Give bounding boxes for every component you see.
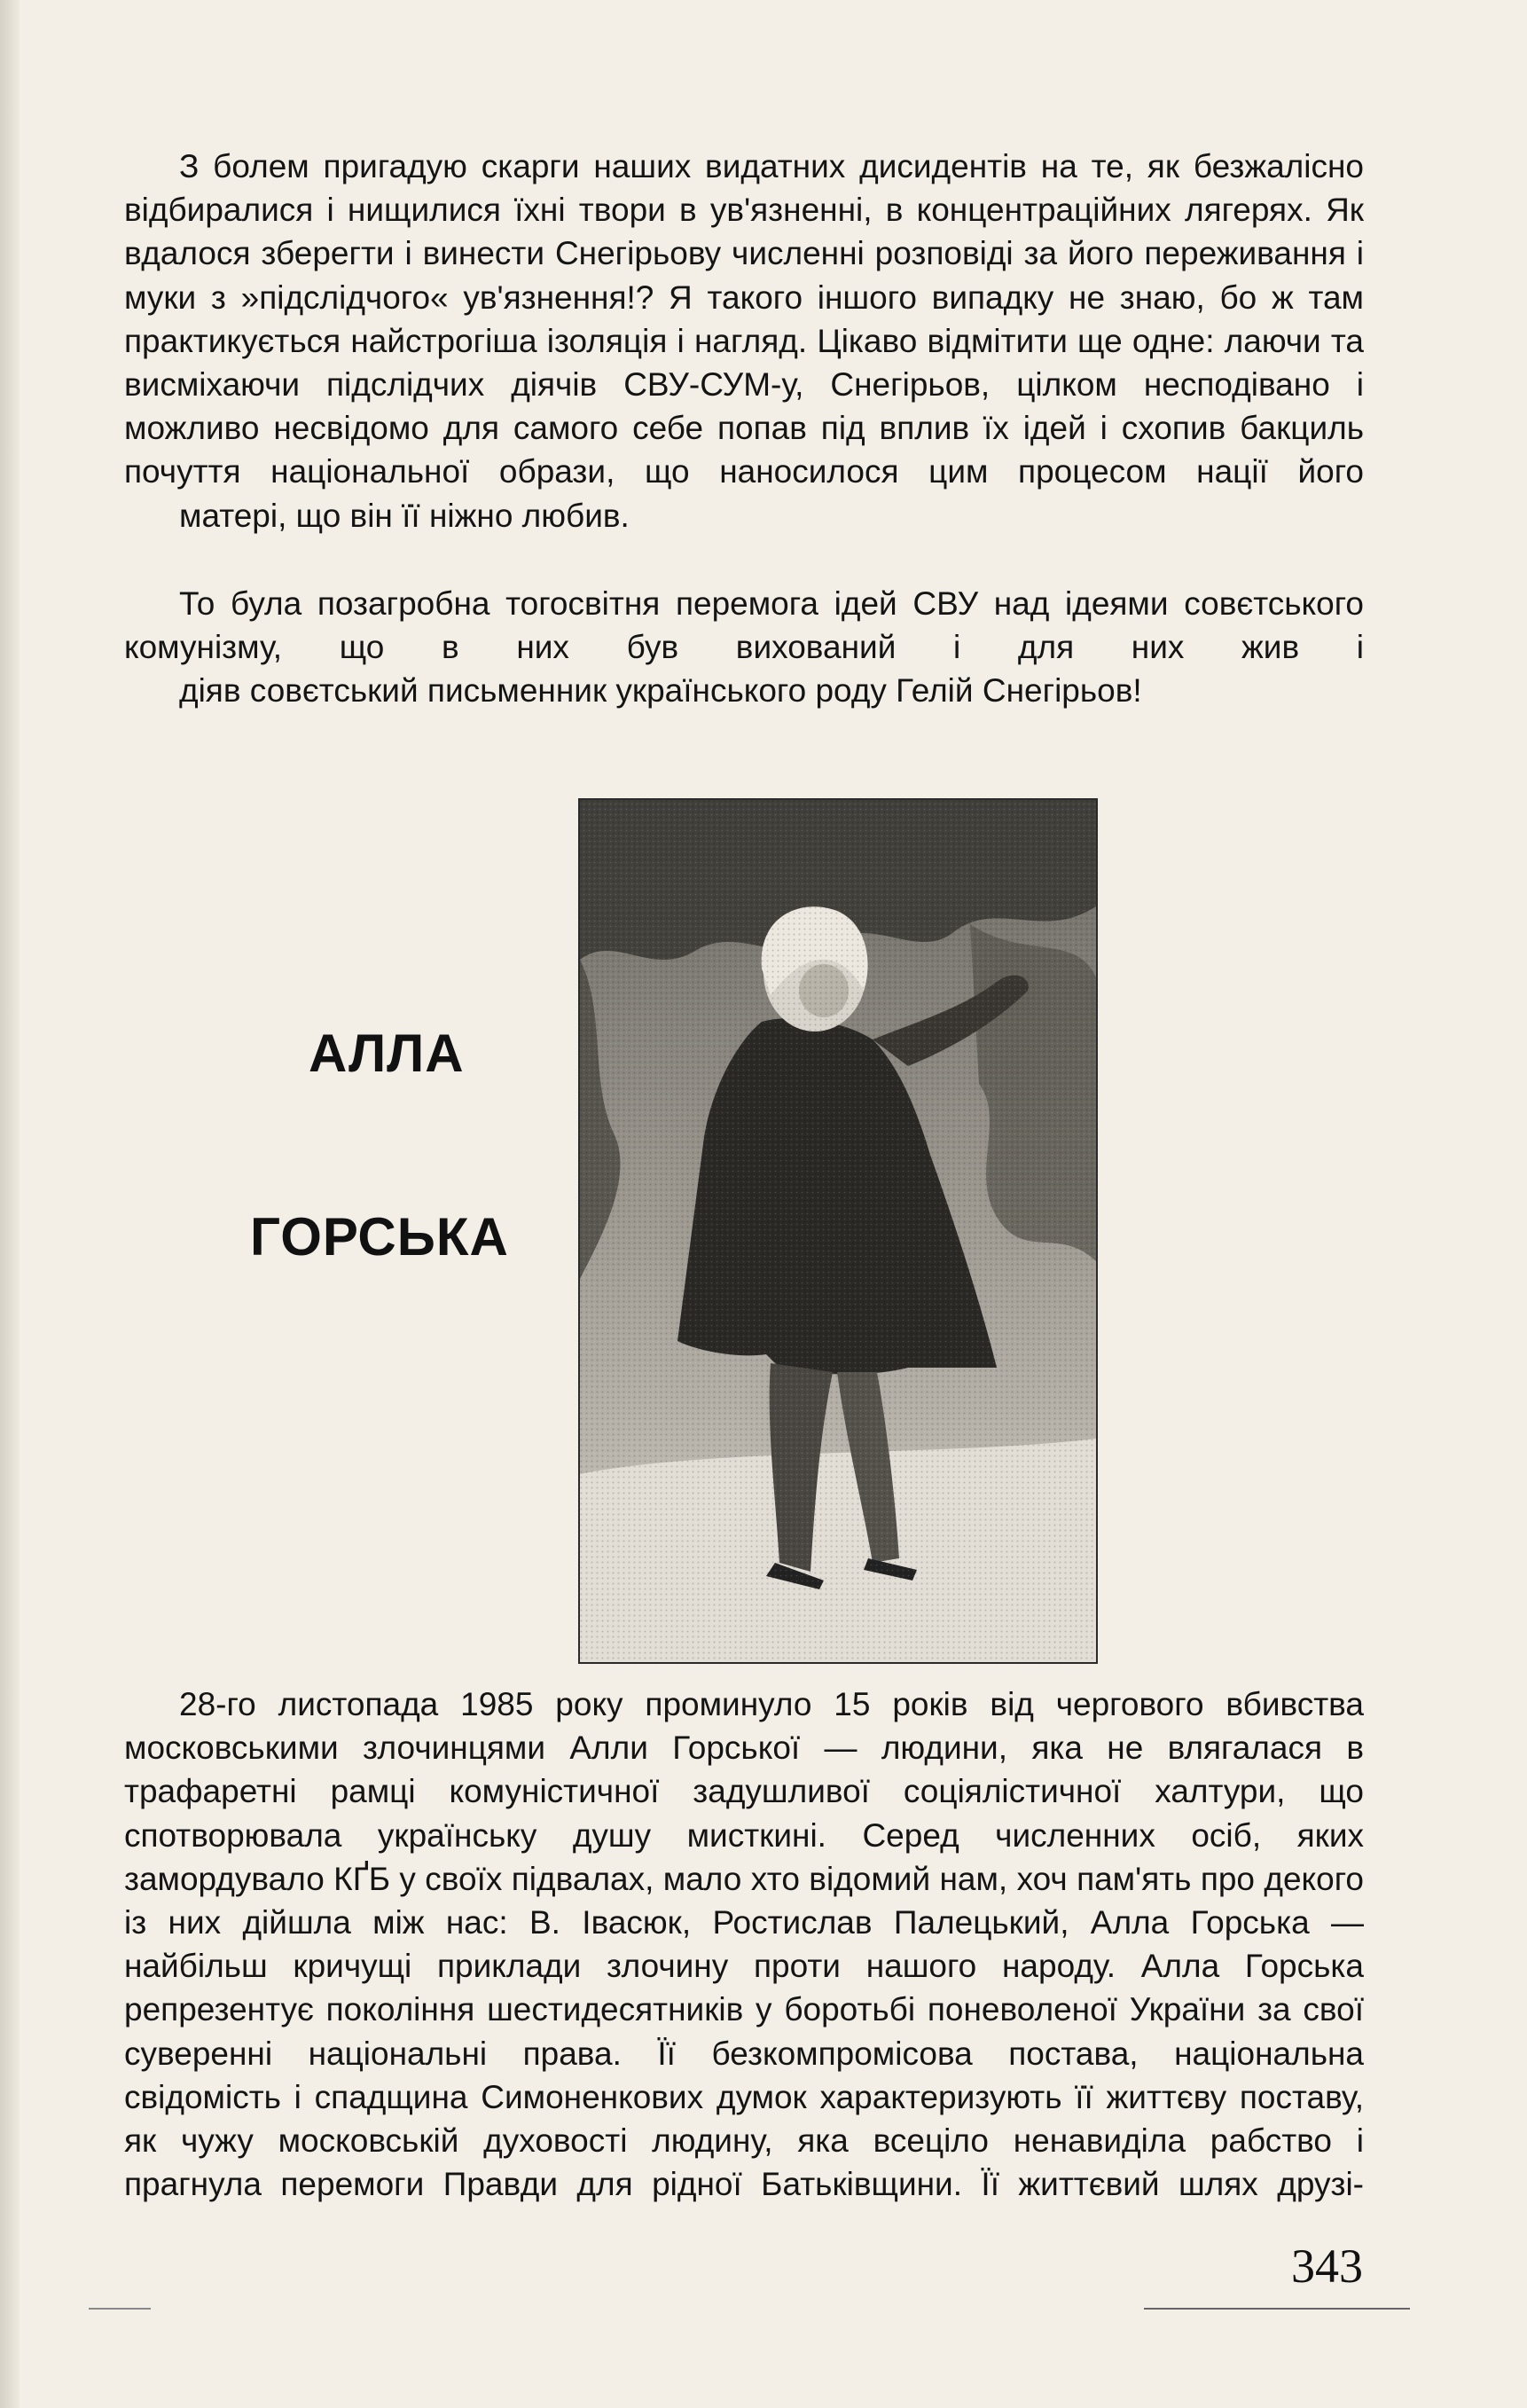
paragraph-posthumous-victory-last-line: діяв совєтський письменник українського роду Гелій Снегірьов!	[179, 672, 1142, 710]
heading-first-name: АЛЛА	[309, 1024, 465, 1083]
paragraph-posthumous-victory-body: То була позагробна тогосвітня перемога ідей СВУ над ідеями совєтського комунізму, що в них був вихований і для них жив і	[124, 585, 1364, 666]
paragraph-posthumous-victory	[124, 582, 1364, 713]
bottom-rule-left	[89, 2308, 151, 2310]
paragraph-dissidents-body: З болем пригадую скарги наших видатних дисидентів на те, як безжалісно відбиралися і нищилися їхні твори в ув'язненні, в концентраційних лягерях. Як вдалося зберегти і винести Снегірьову численні розповіді за його переживання і муки з »підслідчого« ув'язнення!? Я такого іншого випадку не знаю, бо ж там практикується найстрогіша ізоляція і нагляд. Цікаво відмітити ще одне: лаючи та висміхаючи підслідчих діячів СВУ-СУМ-у, Снегірьов, цілком несподівано і можливо несвідомо для самого себе попав під вплив їх ідей і схопив бакциль почуття національної образи, що наносилося цим процесом нації його	[124, 148, 1364, 490]
bottom-rule-right	[1144, 2308, 1410, 2310]
portrait-photo	[578, 798, 1098, 1664]
heading-last-name: ГОРСЬКА	[250, 1207, 509, 1267]
paragraph-alla-horska-body: 28-го листопада 1985 року проминуло 15 років від чергового вбивства московськими злочинцями Алли Горської — людини, яка не влягалася в трафаретні рамці комуністичної задушливої соціялістичної халтури, що спотворювала українську душу мисткині. Серед численних осіб, яких замордувало КҐБ у своїх підвалах, мало хто відомий нам, хоч пам'ять про декого із них дійшла між нас: В. Івасюк, Ростислав Палецький, Алла Горська — найбільш кричущі приклади злочину проти нашого народу. Алла Горська репрезентує покоління шестидесятників у боротьбі поневоленої України за свої суверенні національні права. Її безкомпромісова постава, національна свідомість і спадщина Симоненкових думок характеризують її життєву поставу, як чужу московській духовості людину, яка всеціло ненавиділа рабство і прагнула перемоги Правди для рідної Батьківщини. Її життєвий шлях друзі-	[124, 1686, 1364, 2203]
paragraph-dissidents	[124, 145, 1364, 537]
paragraph-dissidents-last-line: матері, що він її ніжно любив.	[179, 497, 630, 534]
page-number: 343	[1291, 2239, 1363, 2293]
paragraph-alla-horska	[124, 1682, 1364, 2206]
portrait-photo-image	[580, 800, 1096, 1662]
page-edge	[0, 0, 20, 2408]
